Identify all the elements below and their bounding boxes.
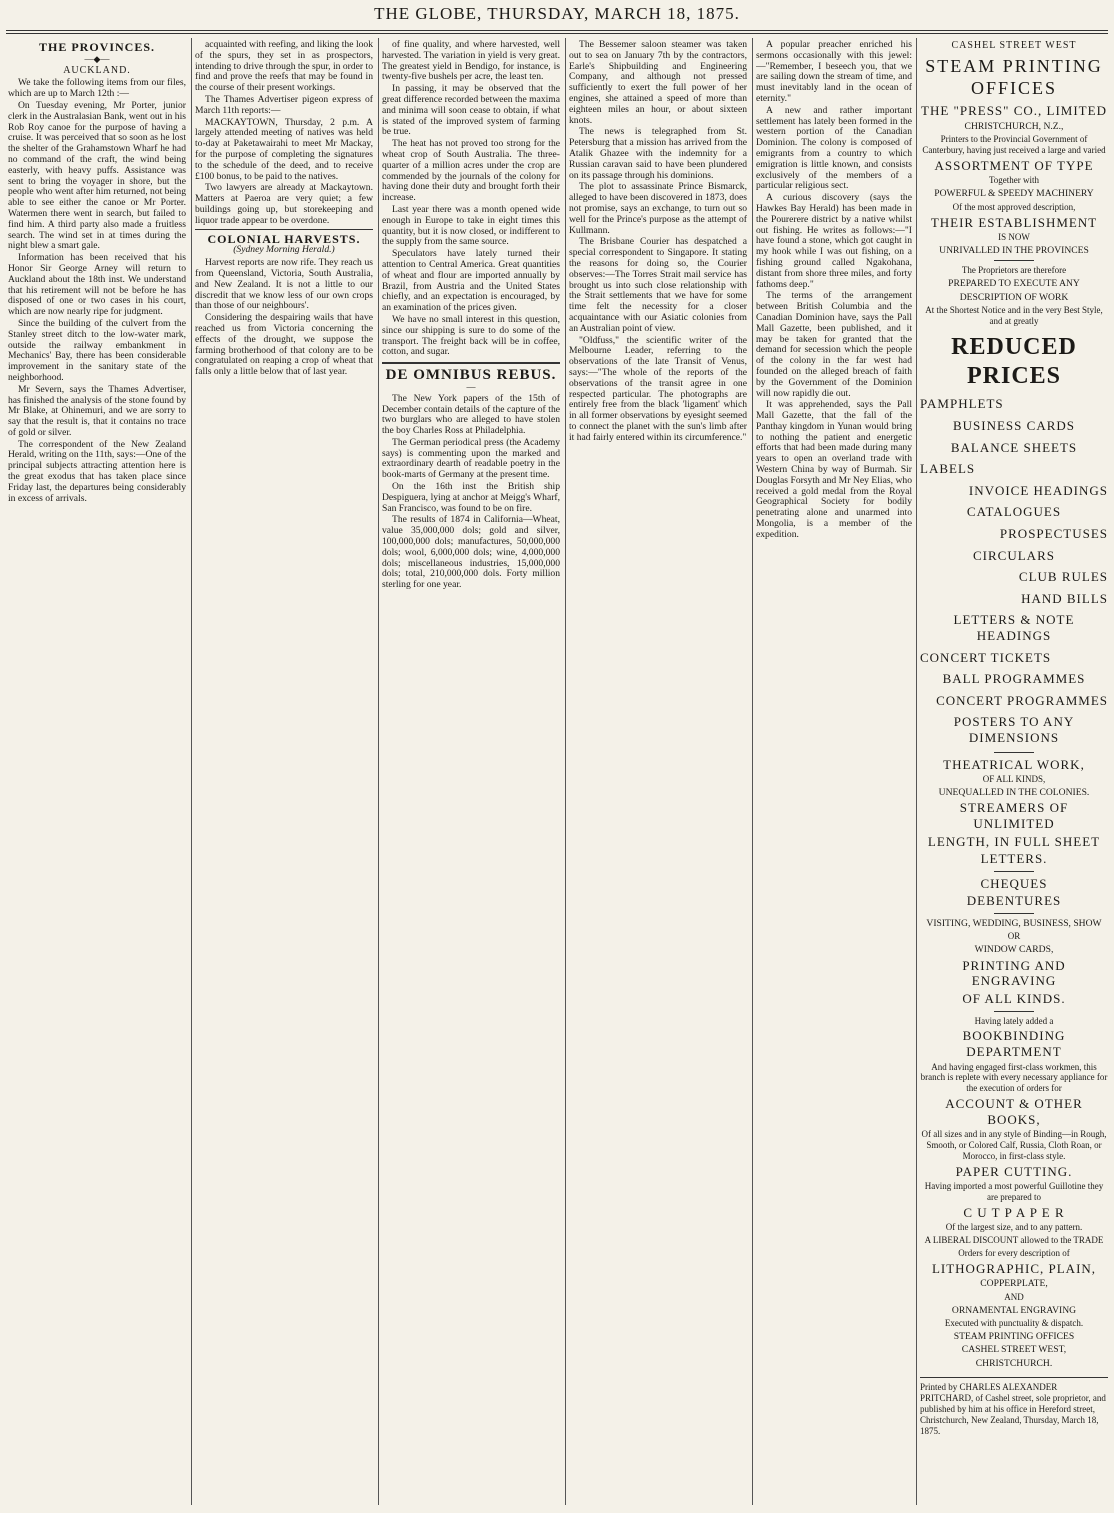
colonial-harvests-heading: COLONIAL HARVESTS.	[195, 229, 373, 245]
printer-imprint: Printed by CHARLES ALEXANDER PRITCHARD, of Cashel street, sole proprietor, and published by him at his office in Hereford street, Christchurch, New Zealand, Thursday, March 18, 1875.	[920, 1377, 1108, 1436]
paragraph: acquainted with reefing, and liking the look of the spurs, they set in as prospectors, intending to drive through the spur, in order to find and prove the reefs that may be found in the course of their present workings.	[195, 40, 373, 94]
column-rule	[565, 38, 566, 1505]
paragraph: In passing, it may be observed that the great difference recorded between the maxima and minima will soon cease to obtain, if what is stated of the improved system of farming be true.	[382, 83, 560, 138]
ad-or: OR	[1007, 931, 1021, 942]
ad-theatrical: THEATRICAL WORK,	[943, 756, 1085, 772]
paragraph: A new and rather important settlement has lately been formed in the western portion of the Canadian Dominion. The colony is composed of emigrants from a country to which emigration is little known, and consists exclusively of the members of a particular religious sect.	[756, 104, 912, 192]
ad-notice: At the Shortest Notice and in the very Best Style, and at greatly	[925, 305, 1103, 327]
ad-item: BUSINESS CARDS	[952, 418, 1075, 434]
paragraph: Considering the despairing wails that have reached us from Victoria concerning the effects of the drought, we suppose the farming brotherhood of that colony are to be congratulated on reaping a crop of wheat that falls only a little below that of last year.	[195, 312, 373, 378]
source-line: (Sydney Morning Herald.)	[233, 244, 335, 256]
column-2	[195, 40, 373, 1505]
ad-unrivalled: UNRIVALLED IN THE PROVINCES	[939, 244, 1089, 256]
ad-item: PROSPECTUSES	[999, 526, 1108, 541]
ad-item: BALL PROGRAMMES	[942, 671, 1086, 687]
ad-machinery: POWERFUL & SPEEDY MACHINERY	[934, 188, 1094, 200]
ad-paper-cutting: PAPER CUTTING.	[955, 1163, 1073, 1179]
ad-steam-offices: STEAM PRINTING OFFICES	[953, 1330, 1075, 1342]
paragraph: Information has been received that his Honor Sir George Arney will return to Auckland about the 18th inst. We understand that his retirement will not be before he has disposed of one or two cases in his court, which are now nearly ripe for judgment.	[8, 252, 186, 318]
provinces-heading: THE PROVINCES.	[38, 40, 156, 54]
ad-together: Together with	[988, 175, 1040, 186]
ad-executed: Executed with punctuality & dispatch.	[944, 1318, 1084, 1329]
column-5	[756, 40, 912, 1505]
paragraph: The heat has not proved too strong for the wheat crop of South Australia. The three-quarter of a million acres under the crop are commended by the journals of the colony for having done their duty and brought forth their increase.	[382, 138, 560, 204]
paragraph: The correspondent of the New Zealand Herald, writing on the 11th, says:—One of the principal subjects attracting attention here is the great exodus that has taken place since Friday last, the departures being considerably in excess of arrivals.	[8, 438, 186, 504]
ad-all-kinds: OF ALL KINDS,	[982, 774, 1046, 785]
column-1	[8, 40, 186, 1505]
ad-account-books: ACCOUNT & OTHER BOOKS,	[945, 1095, 1083, 1127]
paragraph: The German periodical press (the Academy says) is commenting upon the marked and extraordinary dearth of readable poetry in the book-marts of Germany at the present time.	[382, 436, 560, 481]
ad-engraving: PRINTING AND ENGRAVING	[962, 957, 1066, 989]
ad-company: THE "PRESS" CO., LIMITED	[921, 103, 1107, 119]
paragraph: The terms of the arrangement between British Columbia and the Canadian Dominion have, says the Pall Mall Gazette, been published, and it may be taken for granted that the demand for secession which the people of the colony in the far west had founded on the alleged breach of faith by the Government of the Dominion will now rapidly die out.	[756, 290, 912, 399]
ad-having-added: Having lately added a	[974, 1015, 1054, 1026]
paragraph: Mr Severn, says the Thames Advertiser, has finished the analysis of the stone found by Mr Blake, at Ohinemuri, and we are sorry to say that the result is, that it contains no trace of gold or silver.	[8, 383, 186, 438]
paragraph: The Bessemer saloon steamer was taken out to sea on January 7th by the contractors, Earle's Shipbuilding and Engineering Company, and although not pressed sufficiently to exert the full power of her engines, she attained a speed of more than eighteen miles an hour, or about sixteen knots.	[569, 40, 747, 126]
ad-description: DESCRIPTION OF WORK	[959, 291, 1069, 303]
ad-location: CASHEL STREET WEST	[951, 40, 1077, 51]
paragraph: Two lawyers are already at Mackaytown. Matters at Paeroa are very quiet; a few buildings going up, but storekeeping and liquor trade appear to be overdone.	[195, 182, 373, 226]
ad-assortment: ASSORTMENT OF TYPE	[934, 157, 1094, 173]
ornament: —	[466, 381, 476, 392]
ad-ornamental: ORNAMENTAL ENGRAVING	[951, 1304, 1077, 1316]
ad-reduced-prices: REDUCED PRICES	[951, 333, 1077, 389]
ornament: —◆—	[84, 53, 110, 64]
ad-item: LETTERS & NOTE HEADINGS	[953, 612, 1075, 643]
ad-item: CATALOGUES	[966, 504, 1062, 520]
paragraph: of fine quality, and where harvested, well harvested. The variation in yield is very great. The greatest yield in Bendigo, for instance, is twenty-five bushels per acre, the least ten.	[382, 40, 560, 83]
ad-title: STEAM PRINTING OFFICES	[925, 56, 1103, 98]
paragraph: The New York papers of the 15th of December contain details of the capture of the two burglars who are alleged to have stolen the boy Charles Ross at Philadelphia.	[382, 392, 560, 437]
ad-item: INVOICE HEADINGS	[968, 482, 1108, 498]
divider	[994, 913, 1034, 914]
paragraph: The Thames Advertiser pigeon express of March 11th reports:—	[195, 93, 373, 116]
divider	[994, 260, 1034, 261]
column-rule	[916, 38, 917, 1505]
paragraph: The news is telegraphed from St. Petersburg that a mission has arrived from the Atalik Ghazee with the indemnity for a Russian caravan said to have been plundered on its passage through his dominions.	[569, 126, 747, 181]
paragraph: The plot to assassinate Prince Bismarck, alleged to have been discovered in 1873, does not promise, says an exchange, to turn out so well for the Prince's purpose as the attempt of Kullmann.	[569, 181, 747, 236]
ad-item: CONCERT PROGRAMMES	[936, 692, 1108, 708]
ad-copperplate: COPPERPLATE,	[980, 1278, 1048, 1290]
ad-orders: Orders for every description of	[958, 1247, 1070, 1258]
column-rule	[752, 38, 753, 1505]
masthead-rule-2	[6, 33, 1108, 34]
ad-cut-paper: C U T P A P E R	[963, 1204, 1065, 1220]
paragraph: It was apprehended, says the Pall Mall Gazette, that the fall of the Panthay kingdom in Yunan would bring to nothing the patient and energetic efforts that had been made during many years to open an overland trade with Western China by way of Burmah. Sir Douglas Forsyth and Mr Ney Elias, who received a gold medal from the Royal Geographical Society for bodily penetrating alone and unarmed into Mongolia, is a member of the expedition.	[756, 399, 912, 540]
ad-proprietors: The Proprietors are therefore	[961, 265, 1067, 276]
ad-establishment: THEIR ESTABLISHMENT	[930, 214, 1098, 230]
ad-item: POSTERS TO ANY DIMENSIONS	[953, 714, 1075, 745]
ad-item: BALANCE SHEETS	[950, 439, 1078, 455]
paragraph: The Brisbane Courier has despatched a special correspondent to Singapore. It stating the reasons for doing so, the Courier observes:—The Torres Strait mail service has brought us into such close relationship with the Strait settlements that we have for some time felt the necessity for a closer acquaintance with our Asiatic colonies from an Australian point of view.	[569, 236, 747, 334]
masthead: THE GLOBE, THURSDAY, MARCH 18, 1875.	[374, 4, 740, 23]
divider	[994, 1011, 1034, 1012]
paragraph: On the 16th inst the British ship Despiguera, lying at anchor at Meigg's Wharf, San Francisco, was found to be on fire.	[382, 481, 560, 514]
ad-workmen: And having engaged first-class workmen, this branch is replete with every necessary appliance for the execution of orders for	[920, 1061, 1108, 1094]
column-rule	[191, 38, 192, 1505]
ad-christchurch: CHRISTCHURCH.	[975, 1357, 1053, 1369]
ad-item: CLUB RULES	[1018, 569, 1108, 585]
ad-cashel: CASHEL STREET WEST,	[961, 1344, 1067, 1356]
paragraph: On Tuesday evening, Mr Porter, junior clerk in the Australasian Bank, went out in his Rob Roy canoe for the purpose of having a cruise. It was perceived that so soon as he lost the shelter of the Grahamstown Wharf he had no command of the craft, the wind being easterly, with heavy puffs. Assistance was sent to bring the voyager in shore, but the people who went after him returned, not being able to see either the canoe or Mr Porter. Watermen there went in search, but failed to find him. A third party also made a fruitless search. The wind set in at times during the night blew a smart gale.	[8, 99, 186, 252]
paragraph: The results of 1874 in California—Wheat, value 35,000,000 dols; gold and silver, 100,000,000 dols; manufactures, 50,000,000 dols; wool, 6,000,000 dols; wine, 4,000,000 dols; miscellaneous industries, 15,000,000 dols; total, 210,000,000 dols. Forty million sterling for one year.	[382, 514, 560, 591]
ad-guillotine: Having imported a most powerful Guillotine they are prepared to	[924, 1181, 1104, 1202]
paragraph: We have no small interest in this question, since our shipping is sure to do some of the transport. The freight back will be in coffee, cotton, and sugar.	[382, 313, 560, 358]
ad-debentures: DEBENTURES	[966, 893, 1062, 909]
divider	[994, 752, 1034, 753]
ad-prepared: PREPARED TO EXECUTE ANY	[948, 278, 1080, 290]
column-3	[382, 40, 560, 1505]
paragraph: Last year there was a month opened wide enough in Europe to take in eight times this quantity, but it is now closed, or indifferent to the supply from the same source.	[382, 203, 560, 248]
ad-discount: A LIBERAL DISCOUNT allowed to the TRADE	[924, 1235, 1104, 1246]
de-omnibus-rebus-heading: DE OMNIBUS REBUS.	[382, 362, 560, 381]
paragraph: Speculators have lately turned their attention to Central America. Great quantities of wheat and flour are imported annually by Brazil, from Austria and the United States chiefly, and an expectation is encouraged, by an examination of the prices given.	[382, 248, 560, 314]
ad-printers-line: Printers to the Provincial Government of Canterbury, having just received a large and varied	[922, 134, 1106, 156]
ad-lithographic: LITHOGRAPHIC, PLAIN,	[931, 1260, 1097, 1276]
column-4	[569, 40, 747, 1505]
masthead-rule	[6, 30, 1108, 31]
ad-most-approved: Of the most approved description,	[952, 201, 1076, 212]
paragraph: Since the building of the culvert from the Stanley street ditch to the low-water mark, outside the railway embankment in Mechanics' Bay, there has been considerable improvement in the sanitary state of the neighborhood.	[8, 317, 186, 383]
ad-streamers-2: LENGTH, IN FULL SHEET	[927, 833, 1101, 849]
paragraph: MACKAYTOWN, Thursday, 2 p.m. A largely attended meeting of natives was held to-day at Paketawairahi to meet Mr Mackay, for the purpose of completing the signatures to the schedule of the deed, and to receive £100 bonus, to be paid to the natives.	[195, 116, 373, 182]
divider	[994, 871, 1034, 872]
ad-item: PAMPHLETS	[920, 396, 1004, 412]
auckland-subheading: AUCKLAND.	[63, 64, 131, 76]
ad-visiting: VISITING, WEDDING, BUSINESS, SHOW	[926, 917, 1102, 929]
ad-item: CONCERT TICKETS	[920, 649, 1052, 665]
ad-city: CHRISTCHURCH, N.Z.,	[964, 120, 1064, 132]
ad-ruling: Of all sizes and in any style of Binding—in Rough, Smooth, or Colored Calf, Russia, Cloth Roan, or Morocco, in first-class style.	[921, 1129, 1107, 1161]
paragraph: A curious discovery (says the Hawkes Bay Herald) has been made in the Pourerere district by a native whilst out fishing. He writes as follows:—"I have found a stone, which got caught in my hook while I was out fishing, on a fishing ground called Ngakohana, distant from shore three miles, and forty fathoms deep."	[756, 192, 912, 290]
ad-engraving-2: OF ALL KINDS.	[962, 990, 1066, 1006]
ad-cheques: CHEQUES	[980, 875, 1048, 891]
ad-item: CIRCULARS	[973, 547, 1055, 563]
ad-bookbinding: BOOKBINDING DEPARTMENT	[962, 1028, 1066, 1059]
printing-advertisement	[920, 40, 1108, 1505]
ad-unequalled: UNEQUALLED IN THE COLONIES.	[938, 786, 1090, 798]
paragraph: A popular preacher enriched his sermons occasionally with this jewel:—"Remember, I beseech you, that we are sailing down the stream of time, and must inevitably land in the ocean of eternity."	[756, 40, 912, 104]
paragraph: Harvest reports are now rife. They reach us from Queensland, Victoria, South Australia, and New Zealand. It is not a little to our discredit that we know less of our own crops than those of our neighbours'.	[195, 257, 373, 312]
paragraph: "Oldfuss," the scientific writer of the Melbourne Leader, referring to the observations of the late Transit of Venus, says:—"The whole of the reports of the observations of the transit agree in one respected particular. The photographs are entirely free from the black 'ligament' which in all former observations by eyesight seemed to connect the planet with the sun's limb after it had fairly entered within its circumference."	[569, 334, 747, 443]
ad-and: AND	[1004, 1291, 1024, 1302]
column-rule	[378, 38, 379, 1505]
ad-is-now: IS NOW	[998, 232, 1030, 243]
paragraph: We take the following items from our files, which are up to March 12th :—	[8, 77, 186, 100]
ad-item: HAND BILLS	[1021, 590, 1108, 606]
ad-streamers: STREAMERS OF UNLIMITED	[959, 800, 1069, 832]
ad-letters: LETTERS.	[980, 851, 1048, 867]
ad-pattern: Of the largest size, and to any pattern.	[945, 1222, 1083, 1233]
ad-window: WINDOW CARDS,	[974, 944, 1054, 956]
ad-item: LABELS	[920, 461, 976, 477]
